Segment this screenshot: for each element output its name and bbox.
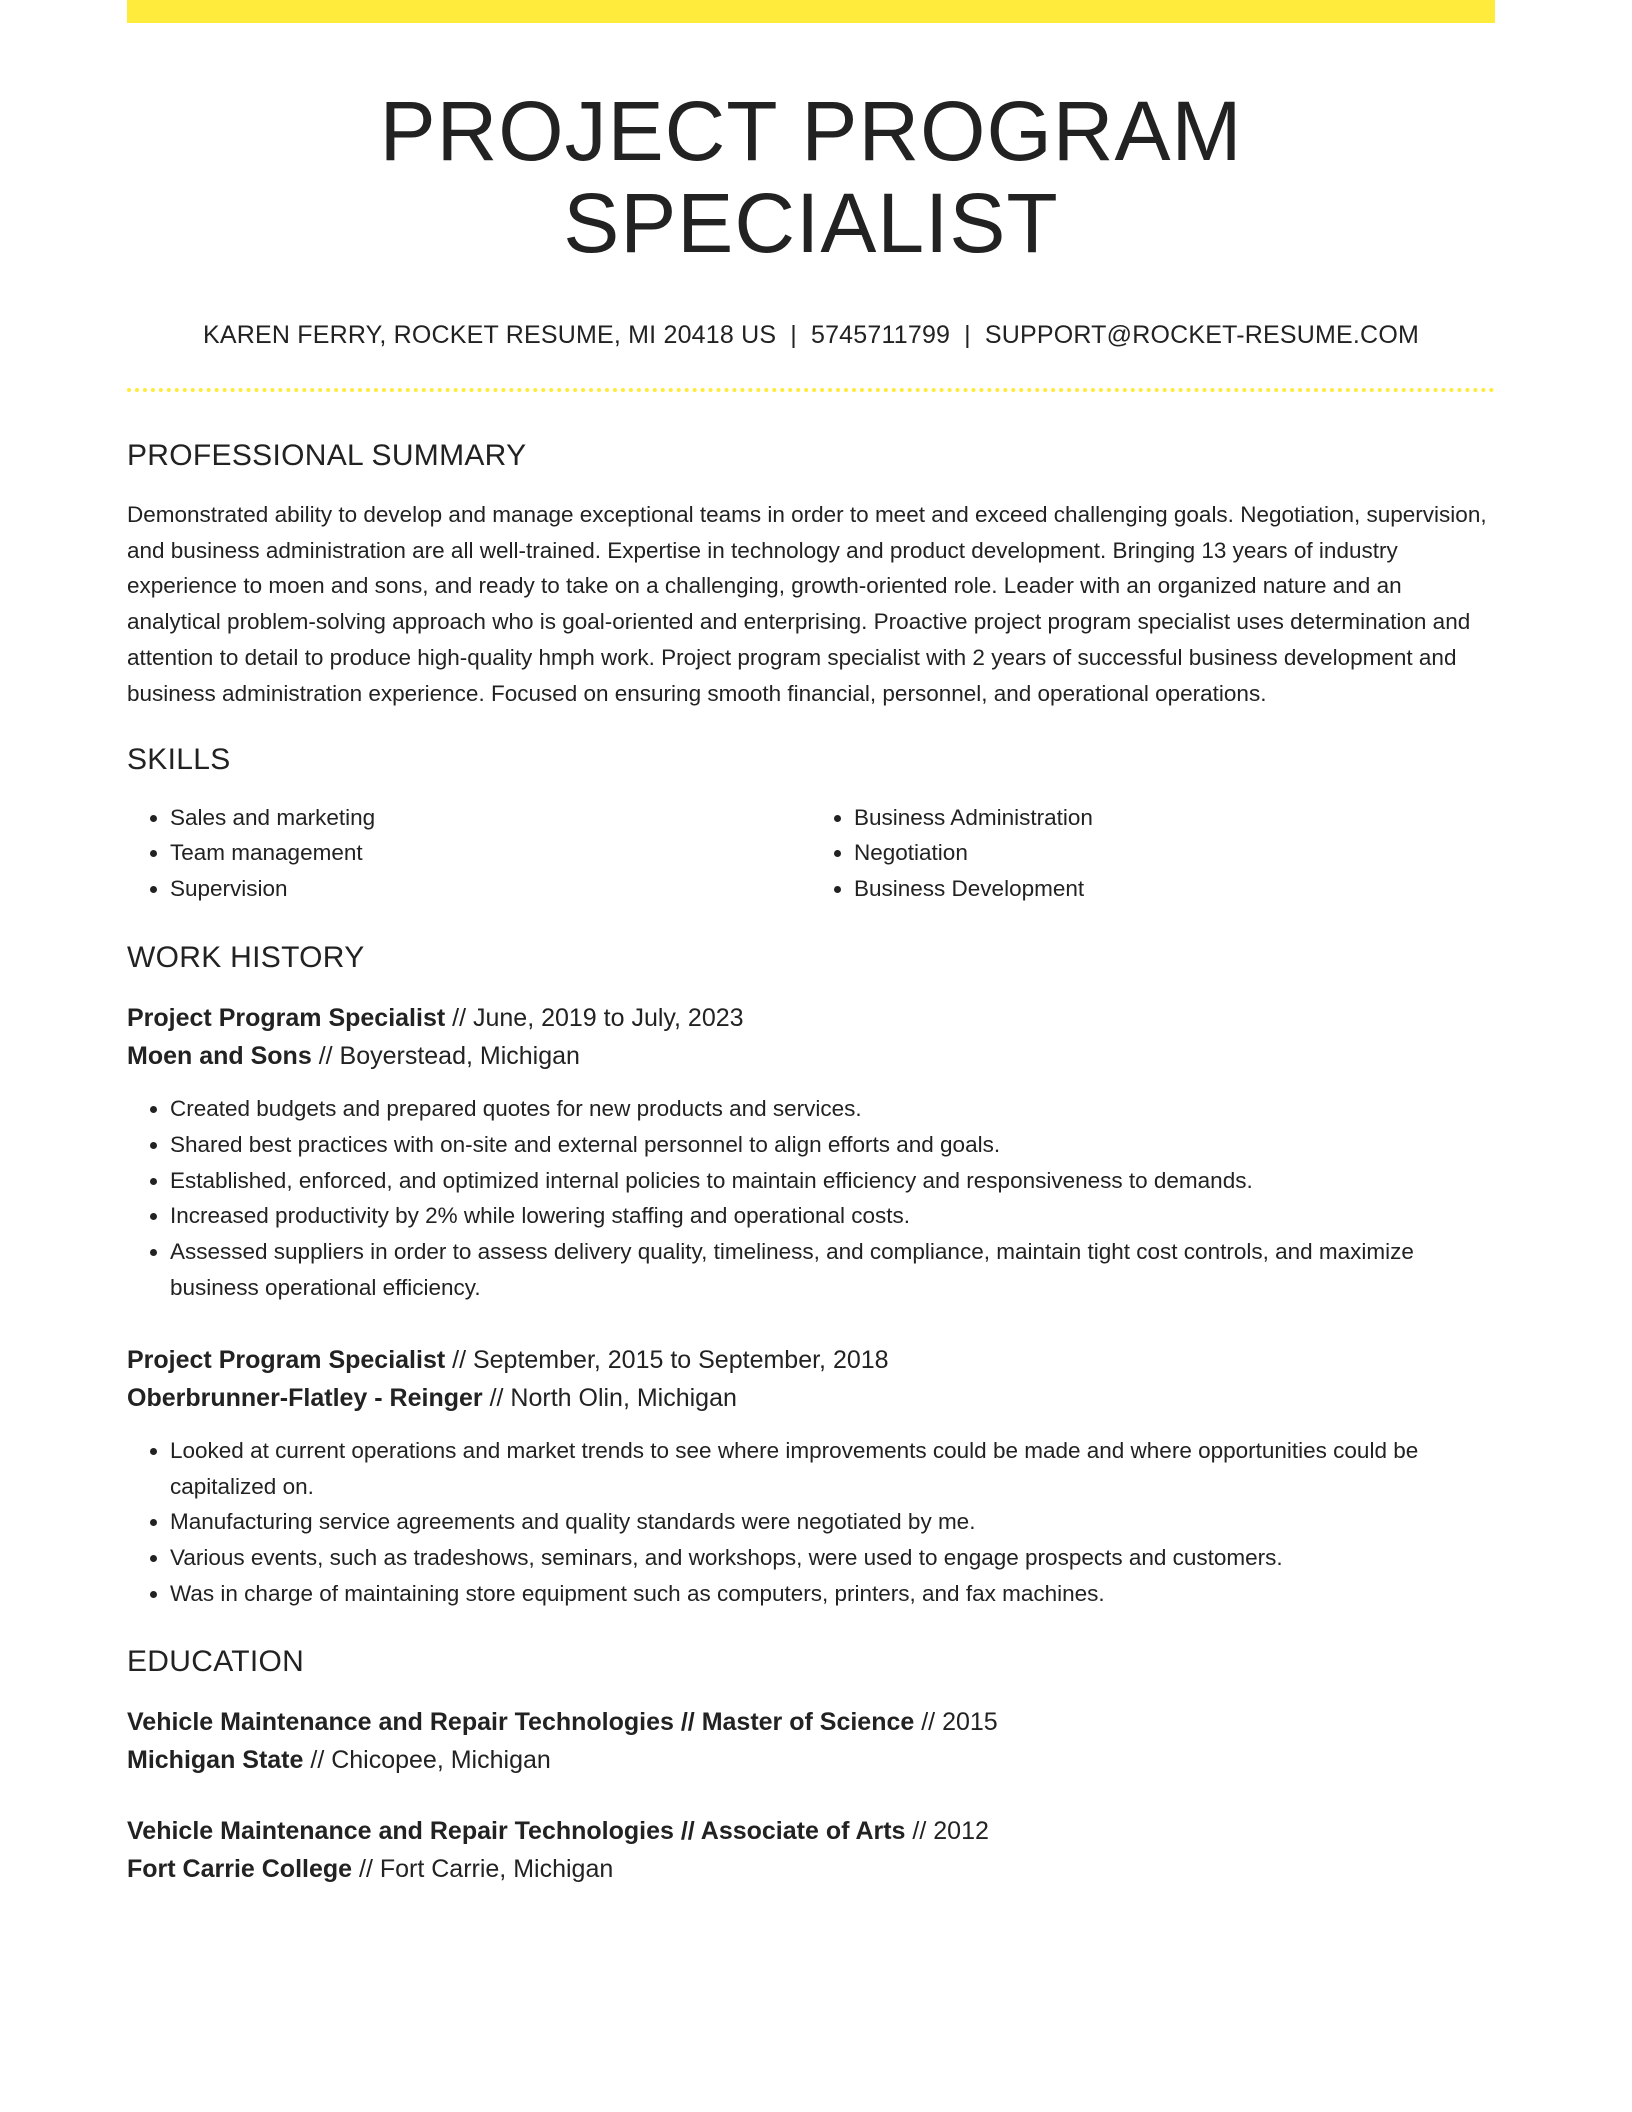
job-company-line [127, 1037, 1495, 1075]
summary-heading: PROFESSIONAL SUMMARY [127, 438, 527, 472]
education-degree-line [127, 1812, 1495, 1850]
education-year: // 2012 [912, 1816, 989, 1845]
skills-heading: SKILLS [127, 742, 231, 776]
contact-separator: | [964, 320, 971, 349]
job-title: Project Program Specialist [127, 1003, 446, 1032]
contact-separator: | [790, 320, 797, 349]
education-school: Fort Carrie College [127, 1854, 353, 1883]
education-degree: Vehicle Maintenance and Repair Technologies // Master of Science [127, 1707, 915, 1736]
job-company: Oberbrunner-Flatley - Reinger [127, 1383, 483, 1412]
top-accent-bar [127, 0, 1495, 23]
job-location: // Boyerstead, Michigan [318, 1041, 580, 1070]
job-bullet: • Assessed suppliers in order to assess delivery quality, timeliness, and compliance, maintain tight cost controls, and maximize business operational efficiency. [170, 1234, 1495, 1306]
summary-section [127, 438, 1495, 712]
skill-item: • Business Administration [854, 800, 1495, 836]
job-bullet: • Various events, such as tradeshows, seminars, and workshops, were used to engage prospects and customers. [170, 1540, 1495, 1576]
skills-section [127, 742, 1495, 907]
skills-columns [127, 800, 1495, 907]
job-bullet: • Was in charge of maintaining store equipment such as computers, printers, and fax machines. [170, 1576, 1495, 1612]
job-bullets [127, 1433, 1495, 1612]
contact-email: SUPPORT@ROCKET-RESUME.COM [984, 320, 1419, 349]
resume-page [127, 0, 1495, 1888]
dotted-divider [127, 388, 1495, 392]
skill-item: • Negotiation [854, 835, 1495, 871]
education-heading: EDUCATION [127, 1644, 305, 1678]
education-location: // Chicopee, Michigan [310, 1745, 551, 1774]
job-entry [127, 1341, 1495, 1612]
education-entry [127, 1812, 1495, 1888]
education-school-line [127, 1741, 1495, 1779]
education-school-line [127, 1850, 1495, 1888]
job-bullets [127, 1091, 1495, 1306]
job-title-line [127, 999, 1495, 1037]
job-bullet: • Looked at current operations and market trends to see where improvements could be made and where opportunities could be capitalized on. [170, 1433, 1495, 1505]
job-bullet: • Created budgets and prepared quotes for new products and services. [170, 1091, 1495, 1127]
job-dates: // June, 2019 to July, 2023 [452, 1003, 744, 1032]
education-section [127, 1644, 1495, 1888]
job-bullet: • Shared best practices with on-site and external personnel to align efforts and goals. [170, 1127, 1495, 1163]
skill-item: • Sales and marketing [170, 800, 811, 836]
job-company: Moen and Sons [127, 1041, 312, 1070]
education-year: // 2015 [921, 1707, 998, 1736]
skill-item: • Business Development [854, 871, 1495, 907]
skill-item: • Supervision [170, 871, 811, 907]
job-bullet: • Increased productivity by 2% while lowering staffing and operational costs. [170, 1198, 1495, 1234]
page-title: PROJECT PROGRAM SPECIALIST [379, 84, 1243, 271]
education-entry [127, 1703, 1495, 1779]
summary-text: Demonstrated ability to develop and manage exceptional teams in order to meet and exceed challenging goals. Negotiation, supervision, and business administration are all well-trained. Expertise in technology and product development. Bringing 13 years of industry experience to moen and sons, and ready to take on a challenging, growth-oriented role. Leader with an organized nature and an analytical problem-solving approach who is goal-oriented and enterprising. Proactive project program specialist uses determination and attention to detail to produce high-quality hmph work. Project program specialist with 2 years of successful business development and business administration experience. Focused on ensuring smooth financial, personnel, and operational operations. [127, 501, 1487, 706]
skill-item: • Team management [170, 835, 811, 871]
job-bullet: • Established, enforced, and optimized internal policies to maintain efficiency and responsiveness to demands. [170, 1163, 1495, 1199]
education-school: Michigan State [127, 1745, 304, 1774]
education-location: // Fort Carrie, Michigan [359, 1854, 614, 1883]
education-degree: Vehicle Maintenance and Repair Technologies // Associate of Arts [127, 1816, 906, 1845]
work-section [127, 940, 1495, 1612]
work-heading: WORK HISTORY [127, 940, 365, 974]
contact-address: KAREN FERRY, ROCKET RESUME, MI 20418 US [203, 320, 777, 349]
job-bullet: • Manufacturing service agreements and quality standards were negotiated by me. [170, 1504, 1495, 1540]
education-degree-line [127, 1703, 1495, 1741]
job-dates: // September, 2015 to September, 2018 [452, 1345, 889, 1374]
contact-line [127, 320, 1495, 350]
skills-list-right [811, 800, 1495, 907]
job-location: // North Olin, Michigan [489, 1383, 737, 1412]
job-company-line [127, 1379, 1495, 1417]
skills-list-left [127, 800, 811, 907]
job-title: Project Program Specialist [127, 1345, 446, 1374]
contact-phone: 5745711799 [810, 320, 951, 349]
job-title-line [127, 1341, 1495, 1379]
job-entry [127, 999, 1495, 1306]
